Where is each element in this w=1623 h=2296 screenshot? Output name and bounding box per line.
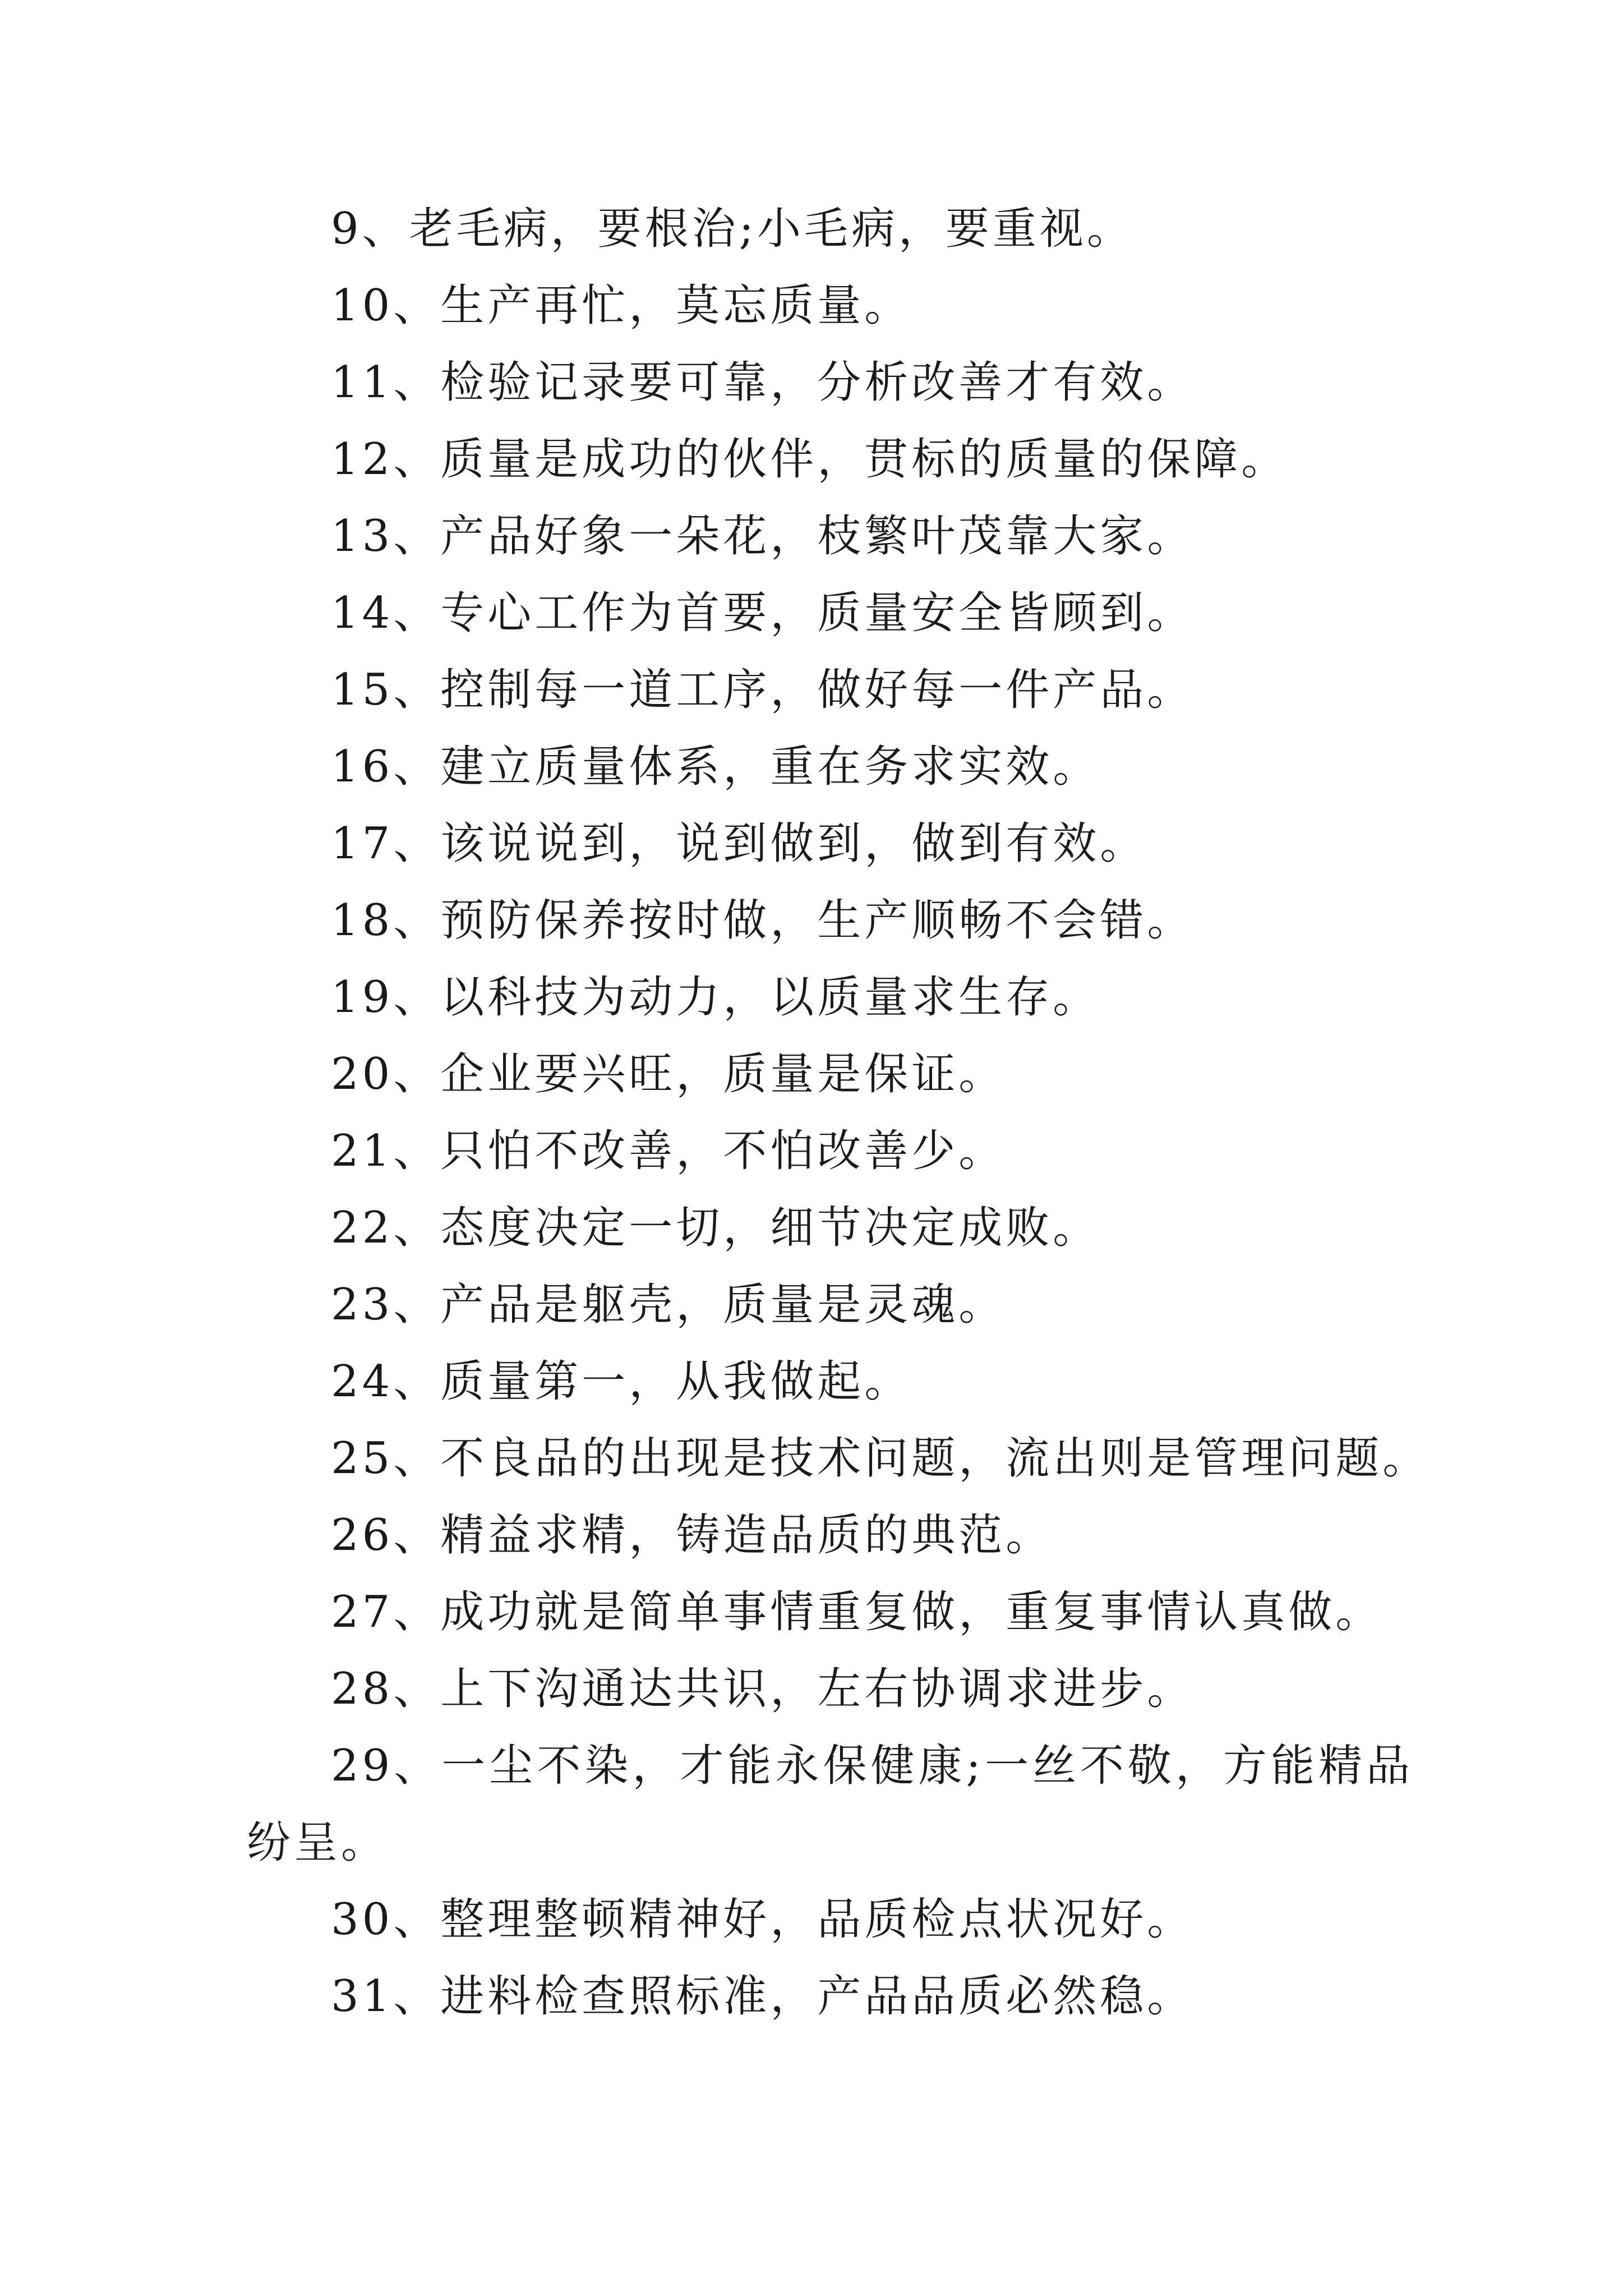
list-item: 21、只怕不改善，不怕改善少。 bbox=[331, 1126, 1006, 1176]
list-item: 11、检验记录要可靠，分析改善才有效。 bbox=[331, 357, 1195, 408]
list-item: 10、生产再忙，莫忘质量。 bbox=[331, 280, 912, 331]
list-item: 13、产品好象一朵花，枝繁叶茂靠大家。 bbox=[331, 511, 1195, 562]
list-item: 22、态度决定一切，细节决定成败。 bbox=[331, 1203, 1100, 1253]
list-item: 29、一尘不染，才能永保健康;一丝不敬，方能精品纷呈。 bbox=[247, 1741, 1413, 1868]
list-item: 19、以科技为动力，以质量求生存。 bbox=[331, 972, 1100, 1023]
list-item: 14、专心工作为首要，质量安全皆顾到。 bbox=[331, 588, 1195, 638]
list-item: 27、成功就是简单事情重复做，重复事情认真做。 bbox=[331, 1587, 1383, 1637]
list-item: 25、不良品的出现是技术问题，流出则是管理问题。 bbox=[331, 1433, 1430, 1484]
list-item: 20、企业要兴旺，质量是保证。 bbox=[331, 1049, 1006, 1099]
list-item: 26、精益求精，铸造品质的典范。 bbox=[331, 1510, 1053, 1561]
list-item: 12、质量是成功的伙伴，贯标的质量的保障。 bbox=[331, 434, 1289, 485]
list-item: 9、老毛病，要根治;小毛病，要重视。 bbox=[331, 204, 1134, 254]
list-item: 18、预防保养按时做，生产顺畅不会错。 bbox=[331, 895, 1195, 946]
list-item: 17、该说说到，说到做到，做到有效。 bbox=[331, 818, 1147, 869]
list-item: 31、进料检查照标准，产品品质必然稳。 bbox=[331, 1971, 1195, 2022]
list-item: 28、上下沟通达共识，左右协调求进步。 bbox=[331, 1664, 1195, 1714]
list-item: 24、质量第一，从我做起。 bbox=[331, 1356, 912, 1407]
list-item: 16、建立质量体系，重在务求实效。 bbox=[331, 742, 1100, 792]
slogan-list bbox=[247, 191, 1430, 2035]
list-item: 23、产品是躯壳，质量是灵魂。 bbox=[331, 1280, 1006, 1330]
list-item: 30、整理整顿精神好，品质检点状况好。 bbox=[331, 1894, 1195, 1945]
list-item: 15、控制每一道工序，做好每一件产品。 bbox=[331, 665, 1195, 715]
